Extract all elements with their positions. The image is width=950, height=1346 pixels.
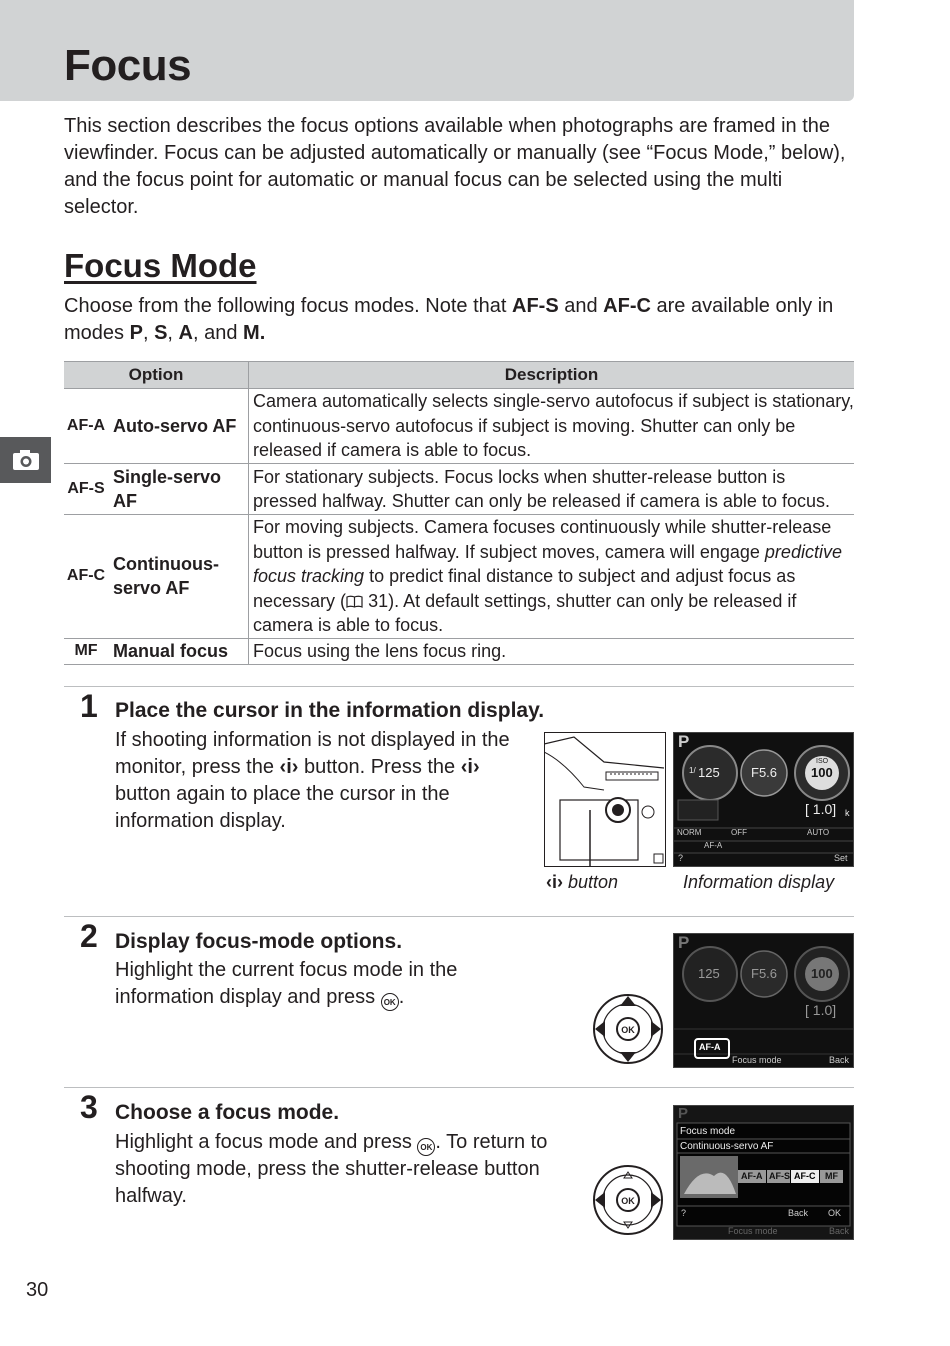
page-title: Focus [64, 41, 192, 90]
mode-name: Single-servo AF [108, 464, 249, 515]
camera-icon [12, 449, 40, 471]
multi-selector-icon [592, 1164, 664, 1236]
header-description: Description [249, 362, 855, 389]
step-title: Choose a focus mode. [115, 1101, 340, 1124]
menu-help: ? [681, 1208, 687, 1218]
menu-title: Focus mode [680, 1126, 736, 1137]
header-option: Option [64, 362, 249, 389]
table-row [64, 638, 854, 664]
lcd-shutter: 125 [698, 966, 720, 981]
camera-tab [0, 437, 51, 483]
divider [64, 686, 854, 687]
mode-description: For stationary subjects. Focus locks when shutter-release button is pressed halfway. Shutter can only be released if camera is able to focus. [249, 464, 855, 515]
section-intro: Choose from the following focus modes. Note that AF-S and AF-C are available only in modes P, S, A, and M. [64, 295, 834, 344]
multi-selector-icon [592, 993, 664, 1065]
lcd-aperture: F5.6 [751, 765, 778, 780]
lcd-iso-label: ISO [816, 758, 829, 765]
lcd-exposure-unit: k [845, 808, 850, 818]
lcd-norm: NORM [677, 828, 702, 837]
mode-code: AF-C [64, 515, 108, 639]
menu-underlay-label: Focus mode [728, 1226, 778, 1236]
focus-mode-table [64, 361, 854, 665]
ok-button-glyph: OK [417, 1138, 435, 1156]
table-row [64, 515, 854, 639]
lcd-shutter: 125 [698, 765, 720, 780]
info-button-glyph: ‹i› [460, 756, 480, 778]
step-number: 1 [80, 688, 98, 724]
lcd-help: ? [678, 853, 684, 863]
mode-description: For moving subjects. Camera focuses continuously while shutter-release button is pressed halfway. If subject moves, camera will engage predictive focus tracking to predict final distance to subject and adjust focus as necessary ( 31). At default settings, shutter can only be released if camera is able to focus. [249, 515, 855, 639]
lcd-shutter-prefix: 1/ [689, 766, 696, 775]
mode-name: Auto-servo AF [108, 389, 249, 464]
mode-name: Manual focus [108, 638, 249, 664]
book-icon [346, 595, 363, 608]
info-button-glyph: ‹i› [546, 872, 563, 892]
divider [64, 1087, 854, 1088]
lcd-set: Set [834, 853, 848, 863]
section-title: Focus Mode [64, 247, 257, 284]
lcd-mode: P [678, 933, 690, 952]
focus-mode-menu-screen [673, 1105, 854, 1240]
lcd-afa-highlight: AF-A [699, 1042, 721, 1052]
ok-button-glyph: OK [381, 993, 399, 1011]
mode-description: Camera automatically selects single-servo autofocus if subject is stationary, continuous-servo autofocus if subject is moving. Shutter can only be released if camera is able to focus. [249, 389, 855, 464]
menu-option-mf[interactable]: MF [825, 1171, 838, 1181]
lcd-aperture: F5.6 [751, 966, 778, 981]
intro-paragraph: This section describes the focus options available when photographs are framed in the viewfinder. Focus can be adjusted automatically or manually (see “Focus Mode,” below), and the focus point for automatic or manual focus can be selected using the multi selector. [64, 115, 846, 218]
menu-ok: OK [828, 1208, 842, 1218]
divider [64, 916, 854, 917]
lcd-iso: 100 [811, 765, 833, 780]
menu-current-value: Continuous-servo AF [680, 1141, 774, 1152]
mode-code: MF [64, 638, 108, 664]
mode-name: Continuous-servo AF [108, 515, 249, 639]
menu-underlay-back: Back [829, 1226, 850, 1236]
lcd-auto: AUTO [807, 828, 830, 837]
step-body: Highlight the current focus mode in the information display and press OK . [115, 957, 535, 1011]
lcd-focus-mode-label: Focus mode [732, 1055, 782, 1065]
table-row [64, 464, 854, 515]
step-number: 3 [80, 1089, 98, 1125]
lcd-afa: AF-A [704, 841, 723, 850]
info-display-screen-2 [673, 933, 854, 1068]
svg-text:OK: OK [621, 1196, 635, 1206]
step-title: Display focus-mode options. [115, 930, 403, 953]
lcd-exposure: [ 1.0] [805, 1002, 837, 1018]
lcd-off: OFF [731, 828, 747, 837]
mode-code: AF-A [64, 389, 108, 464]
button-caption: ‹i› button [546, 872, 619, 892]
info-button-glyph: ‹i› [279, 756, 299, 778]
menu-mode: P [678, 1105, 689, 1122]
menu-back: Back [788, 1208, 809, 1218]
step-title: Place the cursor in the information display. [115, 699, 545, 722]
camera-back-illustration [544, 732, 666, 867]
table-row [64, 389, 854, 464]
lcd-iso: 100 [811, 966, 833, 981]
step-number: 2 [80, 918, 98, 954]
step-body: Highlight a focus mode and press OK . To return to shooting mode, press the shutter-release button halfway. [115, 1131, 548, 1207]
lcd-mode: P [678, 732, 690, 751]
info-display-screen-1 [673, 732, 854, 867]
mode-code: AF-S [64, 464, 108, 515]
step-body: If shooting information is not displayed in the monitor, press the ‹i› button. Press the ‹i› button again to place the cursor in the information display. [115, 729, 510, 832]
page-number: 30 [26, 1279, 49, 1301]
mode-description: Focus using the lens focus ring. [249, 638, 855, 664]
svg-text:OK: OK [621, 1025, 635, 1035]
lcd-exposure: [ 1.0] [805, 801, 837, 817]
display-caption: Information display [683, 872, 835, 892]
menu-option-afs[interactable]: AF-S [769, 1171, 790, 1181]
menu-option-afa[interactable]: AF-A [741, 1171, 763, 1181]
menu-option-afc[interactable]: AF-C [794, 1171, 816, 1181]
lcd-back: Back [829, 1055, 850, 1065]
